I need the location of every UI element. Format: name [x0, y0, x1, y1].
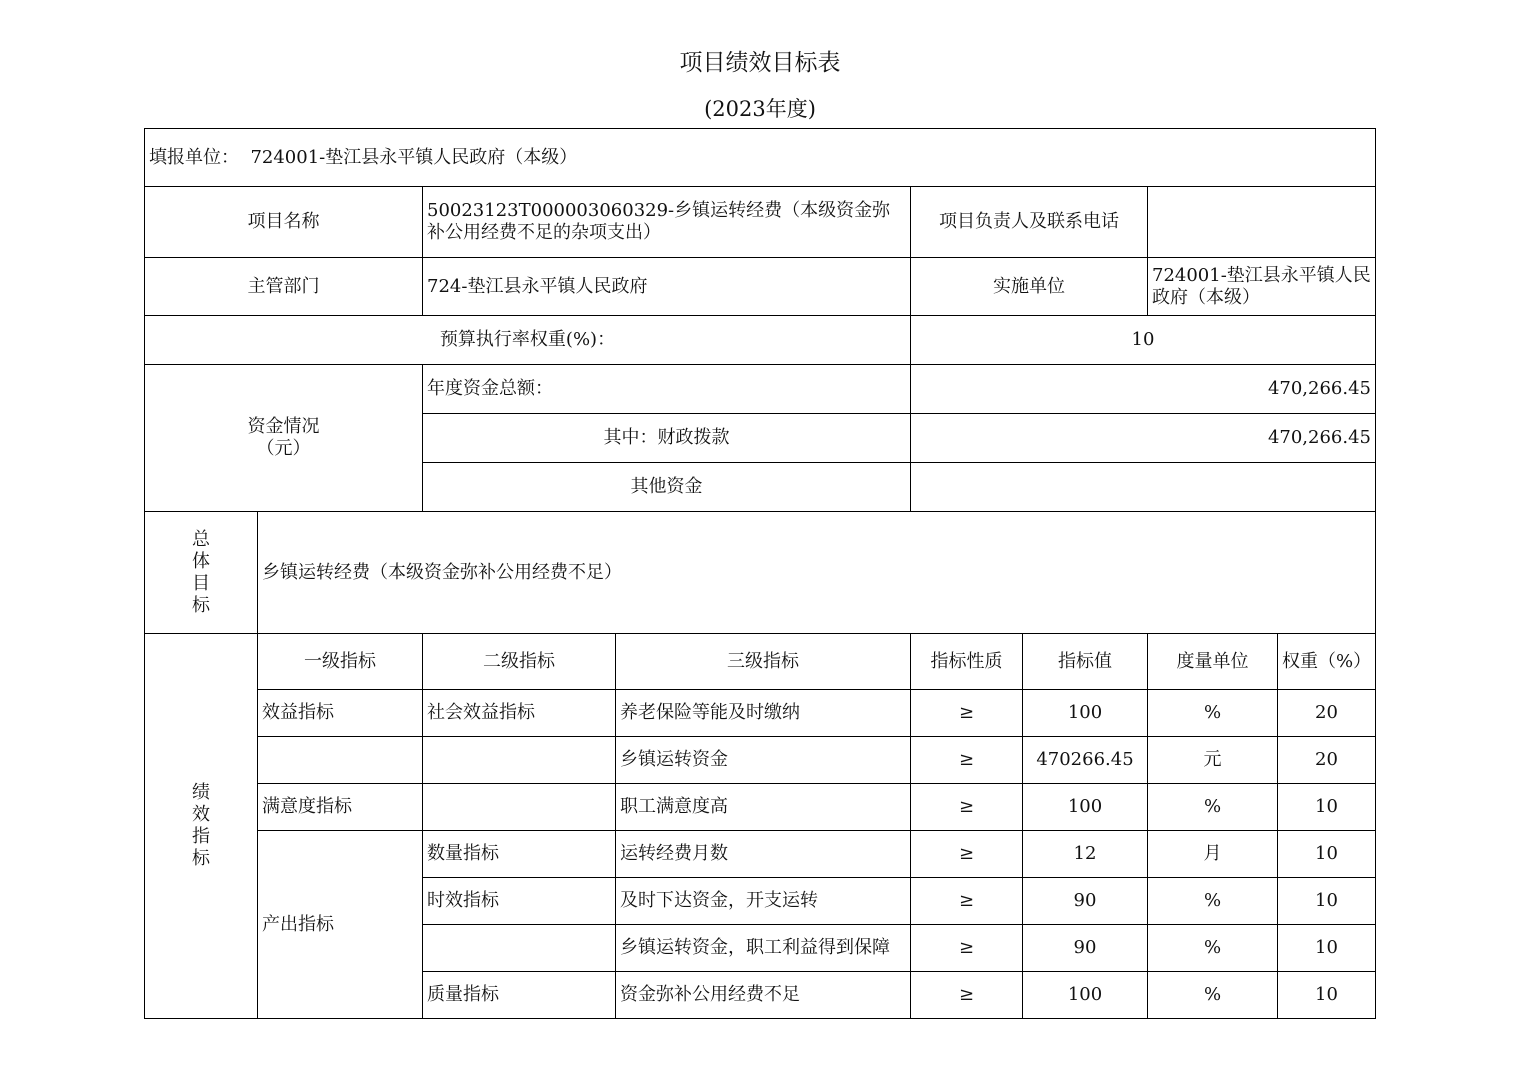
department-row [145, 258, 1376, 316]
weight-cell: 10 [1278, 972, 1376, 1019]
table-row [145, 690, 1376, 737]
level1-cell: 效益指标 [258, 690, 423, 737]
unit-cell: % [1148, 784, 1278, 831]
performance-header-row [145, 634, 1376, 690]
project-contact-label: 项目负责人及联系电话 [911, 187, 1148, 258]
header-level3: 三级指标 [616, 634, 911, 690]
budget-weight-label: 预算执行率权重(%)： [145, 316, 911, 365]
unit-cell: % [1148, 925, 1278, 972]
header-unit: 度量单位 [1148, 634, 1278, 690]
header-nature: 指标性质 [911, 634, 1023, 690]
funds-total-row [145, 365, 1376, 414]
level3-cell: 运转经费月数 [616, 831, 911, 878]
reporting-unit-row [145, 129, 1376, 187]
funds-other-label: 其他资金 [423, 463, 911, 512]
value-cell: 12 [1023, 831, 1148, 878]
level1-cell: 产出指标 [258, 831, 423, 1019]
funds-fiscal-value: 470,266.45 [911, 414, 1376, 463]
nature-cell: ≥ [911, 972, 1023, 1019]
performance-char: 效 [192, 804, 210, 825]
level2-cell [423, 925, 616, 972]
nature-cell: ≥ [911, 690, 1023, 737]
weight-cell: 10 [1278, 831, 1376, 878]
value-cell: 90 [1023, 925, 1148, 972]
overall-goal-char: 体 [192, 550, 210, 572]
reporting-unit-label: 填报单位： [149, 146, 239, 168]
funds-total-label: 年度资金总额： [423, 365, 911, 414]
nature-cell: ≥ [911, 925, 1023, 972]
nature-cell: ≥ [911, 878, 1023, 925]
budget-weight-row [145, 316, 1376, 365]
department-value: 724-垫江县永平镇人民政府 [423, 258, 911, 316]
level2-cell: 时效指标 [423, 878, 616, 925]
budget-weight-value: 10 [911, 316, 1376, 365]
header-value: 指标值 [1023, 634, 1148, 690]
level2-cell: 社会效益指标 [423, 690, 616, 737]
implementing-unit-label: 实施单位 [911, 258, 1148, 316]
header-level1: 一级指标 [258, 634, 423, 690]
funds-fiscal-label: 其中：财政拨款 [423, 414, 911, 463]
weight-cell: 20 [1278, 737, 1376, 784]
header-level2: 二级指标 [423, 634, 616, 690]
level2-cell: 质量指标 [423, 972, 616, 1019]
level2-cell [423, 737, 616, 784]
project-contact-value [1148, 187, 1376, 258]
value-cell: 100 [1023, 784, 1148, 831]
page-subtitle: (2023年度) [704, 97, 816, 121]
reporting-unit-cell [145, 129, 1376, 187]
weight-cell: 10 [1278, 878, 1376, 925]
performance-goal-table [144, 128, 1376, 1019]
nature-cell: ≥ [911, 831, 1023, 878]
performance-char: 标 [192, 848, 210, 869]
level3-cell: 及时下达资金，开支运转 [616, 878, 911, 925]
level2-cell: 数量指标 [423, 831, 616, 878]
weight-cell: 10 [1278, 925, 1376, 972]
implementing-unit-value: 724001-垫江县永平镇人民政府（本级） [1148, 258, 1376, 316]
level3-cell: 职工满意度高 [616, 784, 911, 831]
overall-goal-text: 乡镇运转经费（本级资金弥补公用经费不足） [258, 512, 1376, 634]
level1-cell [258, 737, 423, 784]
unit-cell: % [1148, 690, 1278, 737]
overall-goal-label [145, 512, 258, 634]
reporting-unit-value: 724001-垫江县永平镇人民政府（本级） [250, 146, 578, 168]
level3-cell: 资金弥补公用经费不足 [616, 972, 911, 1019]
performance-label [145, 634, 258, 1019]
table-row [145, 784, 1376, 831]
project-name-value: 50023123T000003060329-乡镇运转经费（本级资金弥补公用经费不足的杂项支出） [423, 187, 911, 258]
weight-cell: 20 [1278, 690, 1376, 737]
value-cell: 470266.45 [1023, 737, 1148, 784]
funds-other-value [911, 463, 1376, 512]
overall-goal-char: 目 [192, 572, 210, 594]
funds-label-line1: 资金情况 [247, 416, 320, 437]
unit-cell: 元 [1148, 737, 1278, 784]
nature-cell: ≥ [911, 784, 1023, 831]
overall-goal-char: 总 [192, 528, 210, 550]
nature-cell: ≥ [911, 737, 1023, 784]
table-row [145, 831, 1376, 878]
overall-goal-char: 标 [192, 594, 210, 616]
value-cell: 90 [1023, 878, 1148, 925]
value-cell: 100 [1023, 972, 1148, 1019]
funds-total-value: 470,266.45 [911, 365, 1376, 414]
value-cell: 100 [1023, 690, 1148, 737]
unit-cell: % [1148, 972, 1278, 1019]
level3-cell: 养老保险等能及时缴纳 [616, 690, 911, 737]
performance-char: 指 [192, 826, 210, 847]
unit-cell: % [1148, 878, 1278, 925]
level2-cell [423, 784, 616, 831]
funds-label-line2: （元） [256, 438, 311, 459]
funds-label [145, 365, 423, 512]
table-row [145, 737, 1376, 784]
project-name-row [145, 187, 1376, 258]
level3-cell: 乡镇运转资金，职工利益得到保障 [616, 925, 911, 972]
page-title: 项目绩效目标表 [679, 50, 841, 76]
overall-goal-row [145, 512, 1376, 634]
department-label: 主管部门 [145, 258, 423, 316]
weight-cell: 10 [1278, 784, 1376, 831]
level3-cell: 乡镇运转资金 [616, 737, 911, 784]
level1-cell: 满意度指标 [258, 784, 423, 831]
performance-char: 绩 [192, 782, 210, 803]
header-weight: 权重（%） [1278, 634, 1376, 690]
unit-cell: 月 [1148, 831, 1278, 878]
project-name-label: 项目名称 [145, 187, 423, 258]
